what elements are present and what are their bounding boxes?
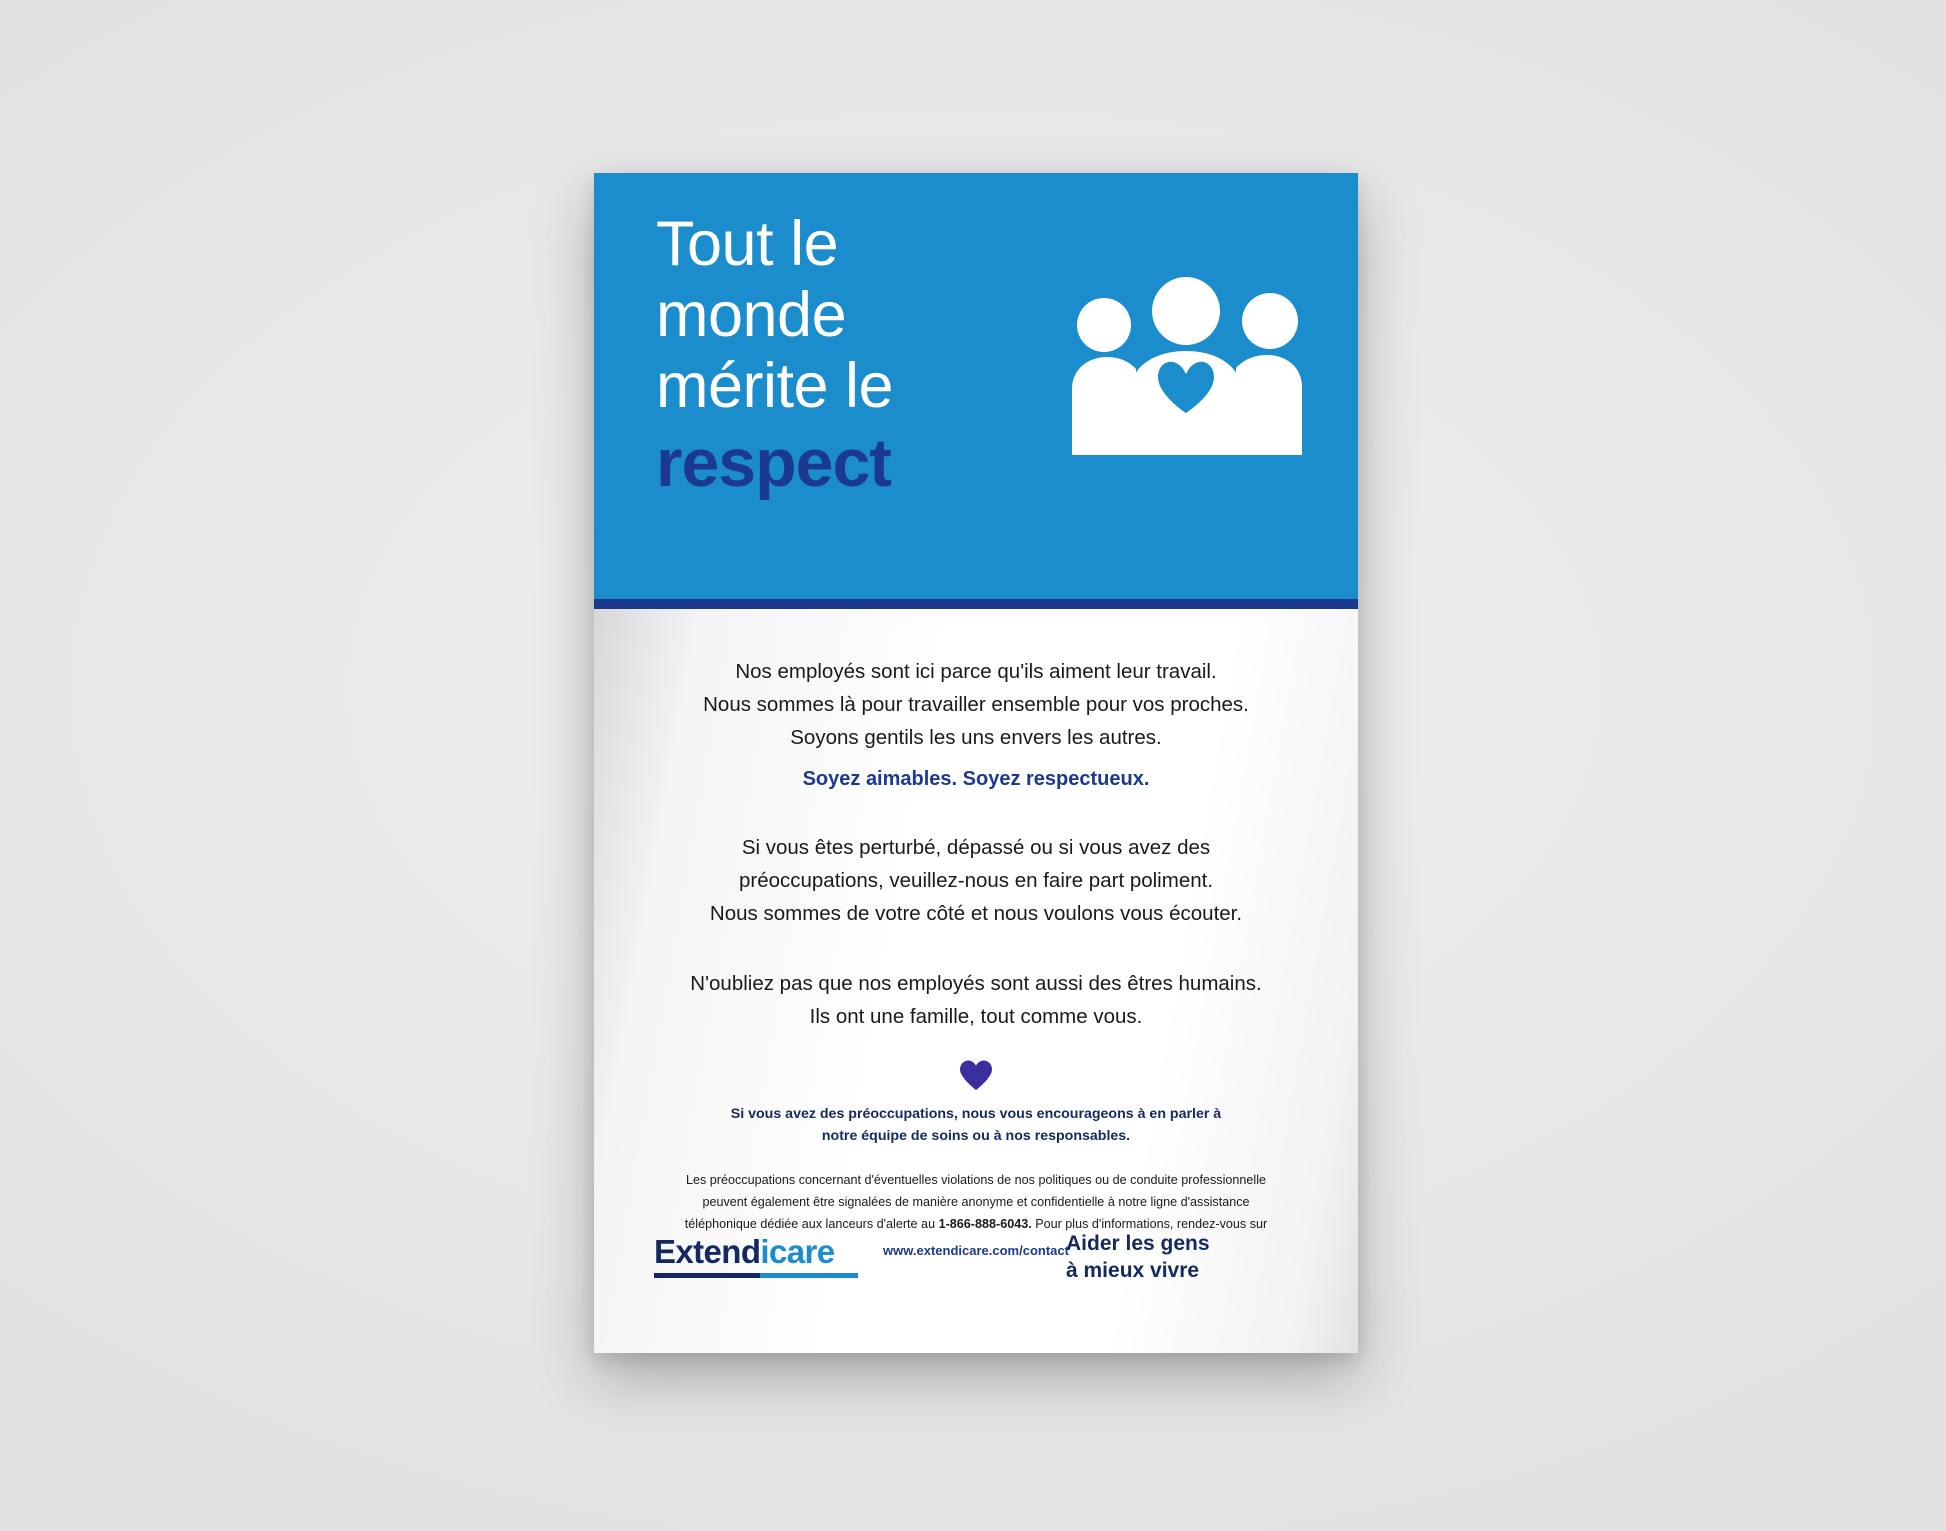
logo-wordmark-light: icare: [760, 1233, 835, 1270]
poster-header-panel: [594, 173, 1358, 599]
paragraph-1-line-1: Nos employés sont ici parce qu'ils aiment leur travail.: [735, 660, 1217, 683]
poster-footer: [594, 1227, 1358, 1301]
fineprint-part-1: Les préoccupations concernant d'éventuelles violations de nos politiques ou de conduite professionnelle peuvent également être signalées de manière anonyme et confidentielle à notre ligne d'assistance téléphonique dédiée aux lanceurs d'alerte au: [684, 1173, 1266, 1232]
contact-url-link[interactable]: www.extendicare.com/contact: [883, 1243, 1069, 1259]
paragraph-2-line-2: préoccupations, veuillez-nous en faire part poliment.: [738, 869, 1214, 893]
poster-sheet: [594, 173, 1358, 1353]
page-title: [656, 209, 1076, 501]
headline-line-1: Tout le: [656, 209, 839, 279]
paragraph-1-line-2: Nous sommes là pour travailler ensemble pour vos proches.: [703, 693, 1249, 717]
paragraph-2: [594, 831, 1358, 931]
whistleblower-phone: 1-866-888-6043.: [938, 1217, 1032, 1232]
paragraph-3-line-2: Ils ont une famille, tout comme vous.: [809, 1004, 1143, 1028]
headline-line-2: monde: [656, 280, 847, 351]
heart-icon: [959, 1059, 993, 1091]
paragraph-1: [594, 655, 1358, 795]
paragraph-2-line-1: Si vous êtes perturbé, dépassé ou si vous avez des: [741, 836, 1211, 859]
logo-wordmark-dark: Extend: [654, 1233, 761, 1270]
poster-body: [594, 609, 1358, 1263]
paragraph-3: [594, 967, 1358, 1033]
family-heart-icon: [1062, 277, 1312, 455]
paragraph-2-line-3: Nous sommes de votre côté et nous voulons vous écouter.: [709, 902, 1243, 926]
logo-wordmark: [654, 1235, 884, 1268]
cta-text: Si vous avez des préoccupations, nous vous encourageons à en parler à notre équipe de soins ou à nos responsables.: [730, 1106, 1222, 1145]
header-divider-rule: [594, 599, 1358, 609]
paragraph-3-line-1: N'oubliez pas que nos employés sont aussi des êtres humains.: [690, 971, 1262, 995]
tagline-line-2: à mieux vivre: [1066, 1258, 1200, 1282]
headline-accent-word: respect: [656, 424, 891, 501]
headline-line-3: mérite le: [656, 351, 894, 422]
tagline-line-1: Aider les gens: [1066, 1232, 1210, 1255]
fineprint-part-2: Pour plus d'informations, rendez-vous sur: [1031, 1217, 1268, 1232]
paragraph-1-line-3: Soyons gentils les uns envers les autres.: [790, 726, 1162, 750]
paragraph-1-emphasis: Soyez aimables. Soyez respectueux.: [802, 767, 1150, 790]
extendicare-logo: [654, 1235, 884, 1278]
tagline: [1066, 1231, 1296, 1285]
logo-underline-rule: [654, 1273, 858, 1278]
